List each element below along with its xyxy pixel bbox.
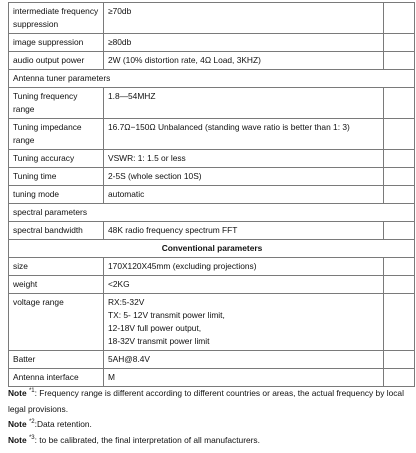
param-extra <box>384 34 415 52</box>
heading-row <box>9 240 415 258</box>
section-row <box>9 204 415 222</box>
voltage-line: 12-18V full power output, <box>108 323 202 333</box>
param-extra <box>384 369 415 387</box>
note-marker: *2 <box>28 419 35 426</box>
param-label: Tuning frequency range <box>9 88 104 119</box>
param-extra <box>384 88 415 119</box>
note-text: : to be calibrated, the final interpretation of all manufacturers. <box>34 434 260 445</box>
table-row <box>9 34 415 52</box>
table-row <box>9 276 415 294</box>
param-label: Tuning impedance range <box>9 119 104 150</box>
table-row <box>9 3 415 34</box>
note-prefix: Note <box>8 419 27 429</box>
param-extra <box>384 3 415 34</box>
section-title: Antenna tuner parameters <box>9 70 415 88</box>
param-extra <box>384 258 415 276</box>
param-label: weight <box>9 276 104 294</box>
table-row <box>9 119 415 150</box>
footnote <box>8 433 412 449</box>
param-value: 1.8—54MHZ <box>104 88 384 119</box>
note-marker: *3 <box>28 434 35 441</box>
section-row <box>9 70 415 88</box>
table-row <box>9 369 415 387</box>
param-value: 48K radio frequency spectrum FFT <box>104 222 384 240</box>
param-extra <box>384 186 415 204</box>
voltage-line: TX: 5- 12V transmit power limit, <box>108 310 225 320</box>
voltage-line: 18-32V transmit power limit <box>108 336 210 346</box>
param-extra <box>384 276 415 294</box>
spec-table <box>8 2 415 387</box>
param-extra <box>384 294 415 351</box>
table-row <box>9 351 415 369</box>
footnote <box>8 417 412 433</box>
table-row <box>9 222 415 240</box>
param-value: 2W (10% distortion rate, 4Ω Load, 3KHZ) <box>104 52 384 70</box>
param-label: Antenna interface <box>9 369 104 387</box>
table-row <box>9 150 415 168</box>
param-value: <2KG <box>104 276 384 294</box>
param-value: VSWR: 1: 1.5 or less <box>104 150 384 168</box>
param-value: 170X120X45mm (excluding projections) <box>104 258 384 276</box>
param-label: intermediate frequency suppression <box>9 3 104 34</box>
note-prefix: Note <box>8 434 27 445</box>
param-label: spectral bandwidth <box>9 222 104 240</box>
param-label: Tuning time <box>9 168 104 186</box>
spec-table-body <box>9 3 415 387</box>
param-extra <box>384 168 415 186</box>
param-label: voltage range <box>9 294 104 351</box>
param-extra <box>384 351 415 369</box>
note-text: :Data retention. <box>34 419 92 429</box>
param-extra <box>384 52 415 70</box>
param-value: ≥80db <box>104 34 384 52</box>
table-row <box>9 88 415 119</box>
note-marker: *1 <box>28 388 35 395</box>
table-row <box>9 294 415 351</box>
param-extra <box>384 222 415 240</box>
param-value: 16.7Ω−150Ω Unbalanced (standing wave ratio is better than 1: 3) <box>104 119 384 150</box>
param-label: image suppression <box>9 34 104 52</box>
param-extra <box>384 150 415 168</box>
note-prefix: Note <box>8 388 27 398</box>
param-value: 2-5S (whole section 10S) <box>104 168 384 186</box>
note-text: : Frequency range is different according to different countries or areas, the actual frequency by local legal provisions. <box>8 388 404 414</box>
param-label: Batter <box>9 351 104 369</box>
param-value: ≥70db <box>104 3 384 34</box>
section-heading: Conventional parameters <box>9 240 415 258</box>
param-label: size <box>9 258 104 276</box>
voltage-line: RX:5-32V <box>108 297 145 307</box>
param-label: Tuning accuracy <box>9 150 104 168</box>
param-label: tuning mode <box>9 186 104 204</box>
param-value: automatic <box>104 186 384 204</box>
table-row <box>9 168 415 186</box>
table-row <box>9 258 415 276</box>
param-value <box>104 294 384 351</box>
table-row <box>9 186 415 204</box>
footnotes <box>8 386 412 448</box>
table-row <box>9 52 415 70</box>
param-label: audio output power <box>9 52 104 70</box>
param-extra <box>384 119 415 150</box>
section-title: spectral parameters <box>9 204 415 222</box>
param-value: M <box>104 369 384 387</box>
footnote <box>8 386 412 417</box>
param-value: 5AH@8.4V <box>104 351 384 369</box>
